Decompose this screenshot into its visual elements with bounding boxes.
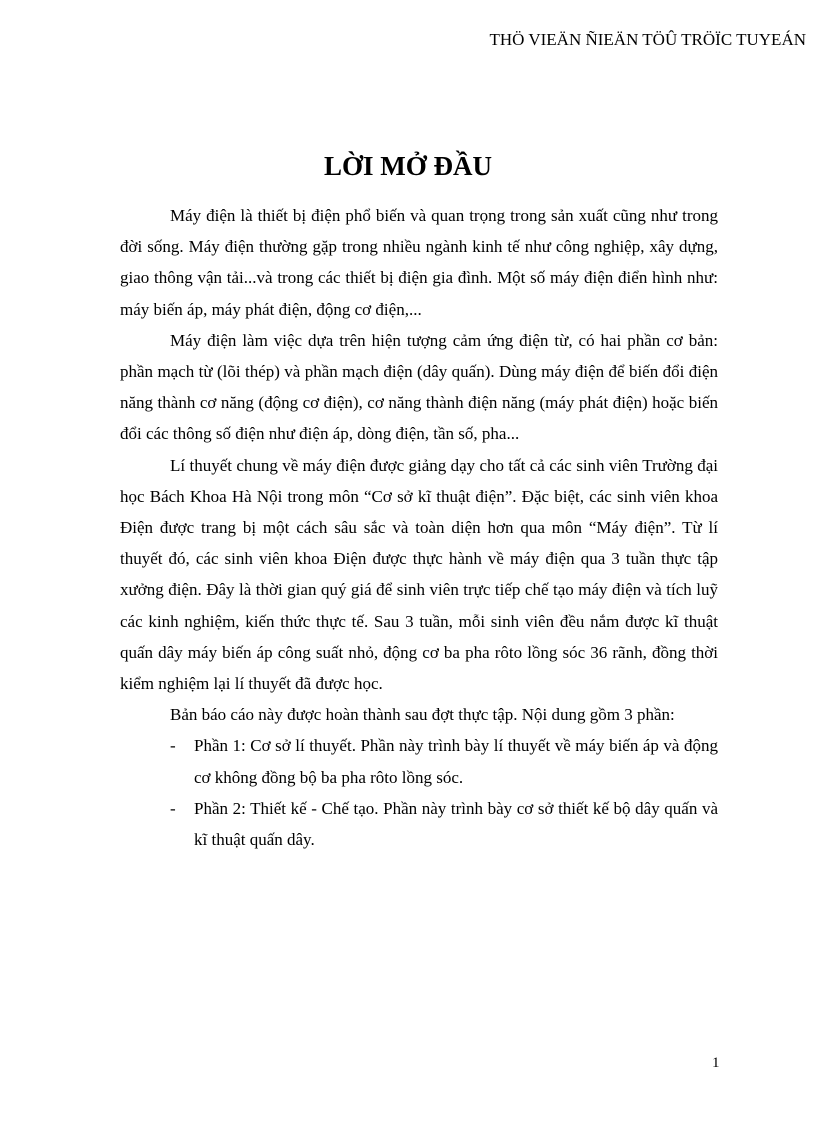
dash-bullet: - <box>170 798 176 818</box>
dash-bullet: - <box>170 736 176 756</box>
list-item-text: Phần 2: Thiết kế - Chế tạo. Phần này trình bày cơ sở thiết kế bộ dây quấn và kĩ thuật quấn dây. <box>194 798 718 850</box>
list-item <box>120 793 718 855</box>
list-item-text: Phần 1: Cơ sở lí thuyết. Phần này trình bày lí thuyết về máy biến áp và động cơ không đồng bộ ba pha rôto lồng sóc. <box>194 736 718 787</box>
page-number: 1 <box>712 1055 720 1071</box>
paragraph-report: Bản báo cáo này được hoàn thành sau đợt thực tập. Nội dung gồm 3 phần: <box>170 705 675 725</box>
paragraph-intro: Máy điện là thiết bị điện phổ biến và quan trọng trong sản xuất cũng như trong đời sống. Máy điện thường gặp trong nhiều ngành kinh tế như công nghiệp, xây dựng, giao thông vận tải...và trong các thiết bị điện gia đình. Một số máy điện điển hình như: máy biến áp, máy phát điện, động cơ điện,... <box>120 206 718 319</box>
document-body <box>120 200 718 855</box>
running-header: THÖ VIEÄN ÑIEÄN TÖÛ TRÖÏC TUYEÁN <box>489 30 806 49</box>
paragraph-training: Lí thuyết chung về máy điện được giảng dạy cho tất cả các sinh viên Trường đại học Bách Khoa Hà Nội trong môn “Cơ sở kĩ thuật điện”. Đặc biệt, các sinh viên khoa Điện được trang bị một cách sâu sắc và toàn diện hơn qua môn “Máy điện”. Từ lí thuyết đó, các sinh viên khoa Điện được thực hành về máy điện qua 3 tuần thực tập xưởng điện. Đây là thời gian quý giá để sinh viên trực tiếp chế tạo máy điện và tích luỹ các kinh nghiệm, kiến thức thực tế. Sau 3 tuần, mỗi sinh viên đều nắm được kĩ thuật quấn dây máy biến áp công suất nhỏ, động cơ ba pha rôto lồng sóc 36 rãnh, đồng thời kiểm nghiệm lại lí thuyết đã được học. <box>120 455 718 694</box>
contents-list <box>120 730 718 855</box>
paragraph-principle: Máy điện làm việc dựa trên hiện tượng cảm ứng điện từ, có hai phần cơ bản: phần mạch từ (lõi thép) và phần mạch điện (dây quấn). Dùng máy điện để biến đổi điện năng thành cơ năng (động cơ điện), cơ năng thành điện năng (máy phát điện) hoặc biến đổi các thông số điện như điện áp, dòng điện, tần số, pha... <box>120 330 718 444</box>
list-item <box>120 730 718 792</box>
page-title: LỜI MỞ ĐẦU <box>324 151 492 181</box>
